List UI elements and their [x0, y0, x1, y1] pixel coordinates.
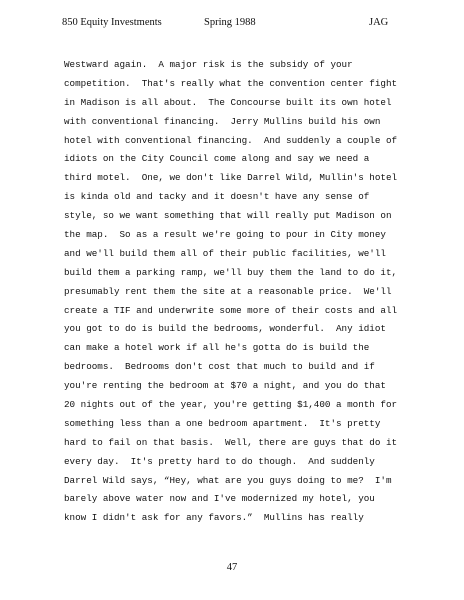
transcript-line: barely above water now and I've modernized my hotel, you	[64, 493, 375, 505]
header-author-initials: JAG	[369, 17, 389, 28]
page-footer	[0, 562, 464, 573]
transcript-line: create a TIF and underwrite some more of their costs and all	[64, 304, 398, 316]
transcript-line: Darrel Wild says, “Hey, what are you guys doing to me? I'm	[64, 474, 392, 486]
transcript-line: 20 nights out of the year, you're getting $1,400 a month for	[64, 399, 398, 411]
header-term: Spring 1988	[204, 17, 256, 28]
transcript-line: you're renting the bedroom at $70 a night, and you do that	[64, 380, 386, 392]
transcript-line: know I didn't ask for any favors.” Mullins has really	[64, 512, 364, 524]
transcript-line: with conventional financing. Jerry Mullins build his own	[64, 115, 381, 127]
transcript-line: something less than a one bedroom apartment. It's pretty	[64, 417, 381, 429]
transcript-line: bedrooms. Bedrooms don't cost that much to build and if	[64, 361, 375, 373]
transcript-line: idiots on the City Council come along and say we need a	[64, 153, 370, 165]
transcript-line: Westward again. A major risk is the subsidy of your	[64, 59, 353, 70]
transcript-line: build them a parking ramp, we'll buy them the land to do it,	[64, 266, 398, 278]
transcript-line: every day. It's pretty hard to do though. And suddenly	[64, 455, 375, 467]
transcript-line: the map. So as a result we're going to pour in City money	[64, 229, 386, 241]
transcript-line: third motel. One, we don't like Darrel Wild, Mullin's hotel	[64, 172, 398, 184]
transcript-line: can make a hotel work if all he's gotta do is build the	[64, 342, 370, 354]
page-number: 47	[226, 562, 238, 573]
header-course-title: 850 Equity Investments	[62, 17, 162, 28]
transcript-line: style, so we want something that will really put Madison on	[64, 210, 392, 222]
transcript-line: and we'll build them all of their public facilities, we'll	[64, 247, 386, 259]
page-header	[0, 17, 464, 31]
transcript-body	[64, 56, 404, 528]
transcript-line: in Madison is all about. The Concourse built its own hotel	[64, 96, 392, 108]
transcript-line: you got to do is build the bedrooms, wonderful. Any idiot	[64, 323, 386, 335]
transcript-line: hotel with conventional financing. And suddenly a couple of	[64, 134, 398, 146]
transcript-line: is kinda old and tacky and it doesn't have any sense of	[64, 191, 370, 203]
transcript-line: presumably rent them the site at a reasonable price. We'll	[64, 285, 392, 297]
transcript-line: hard to fail on that basis. Well, there are guys that do it	[64, 436, 398, 448]
transcript-line: competition. That's really what the convention center fight	[64, 77, 398, 89]
